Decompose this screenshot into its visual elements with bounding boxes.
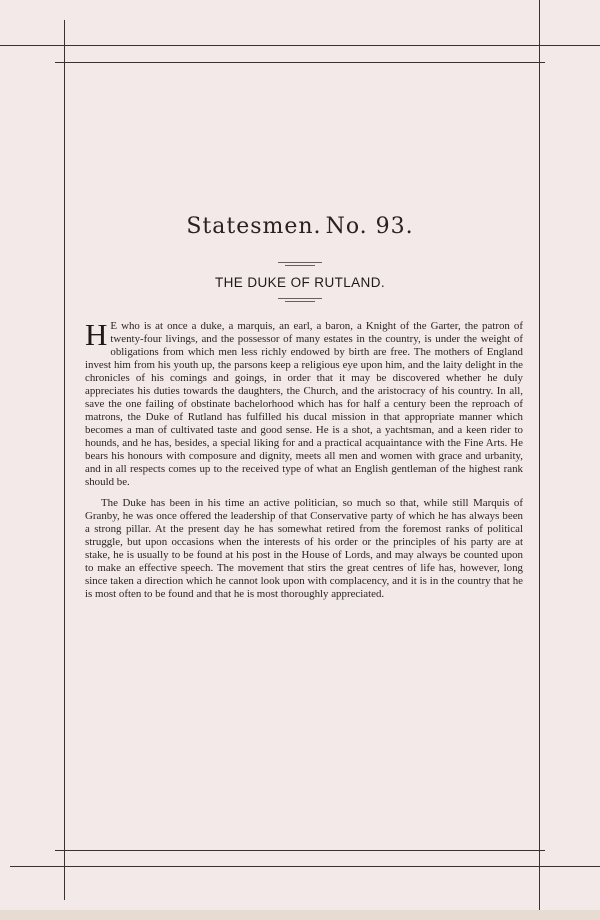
right-border-rule xyxy=(539,0,540,910)
drop-cap: H xyxy=(85,317,108,352)
series-number: No. 93. xyxy=(325,214,414,239)
article-title: THE DUKE OF RUTLAND. xyxy=(214,275,385,290)
top-inner-rule xyxy=(55,62,545,63)
paragraph-2: The Duke has been in his time an active politician, so much so that, while still Marquis of Granby, he was once offered the leadership of that Conservative party of which he has always been a strong pillar. At the present day he has somewhat retired from the foremost ranks of political struggle, but upon occasions when the interests of his order or the principles of his party are at stake, he is usually to be found at his post in the House of Lords, and may always be counted upon to make an effective speech. The movement that stirs the great centres of life has, however, long since taken a direction which he cannot look upon with complacency, and it is in the country that he is most often to be found and that he is most thoroughly appreciated. xyxy=(85,497,523,600)
article-body xyxy=(85,317,523,609)
paragraph-1 xyxy=(85,317,523,489)
series-name: Statesmen. xyxy=(186,214,322,239)
heading-ornament-rule xyxy=(278,262,322,268)
series-heading xyxy=(0,214,600,239)
paragraph-1-text: E who is at once a duke, a marquis, an earl, a baron, a Knight of the Garter, the patron of twenty-four livings, and the possessor of many estates in the country, is under the weight of obligations from which men less richly endowed by birth are free. The mothers of England invest him from his youth up, the parsons keep a religious eye upon him, and the laity delight in the chronicles of his comings and goings, in order that it may be discovered whether he duly appreciates his duties towards the daughters, the Church, and the aristocracy of his country. In all, save the one failing of obstinate bachelorhood which has for half a century been the reproach of matrons, the Duke of Rutland has fulfilled his ducal mission in that appropriate manner which becomes a man of cultivated taste and good sense. He is a shot, a yachtsman, and a keen rider to hounds, and he has, besides, a special liking for and a practical acquaintance with the Fine Arts. He bears his honours with composure and dignity, meets all men and women with grace and urbanity, and in all respects comes up to the received type of what an English gentleman of the highest rank should be. xyxy=(85,320,523,488)
bottom-inner-rule xyxy=(55,850,545,851)
top-border-rule xyxy=(0,45,600,46)
left-border-rule xyxy=(64,20,65,900)
bottom-border-rule xyxy=(10,866,600,867)
title-ornament-rule xyxy=(278,298,322,304)
page-bottom-edge xyxy=(0,910,600,920)
